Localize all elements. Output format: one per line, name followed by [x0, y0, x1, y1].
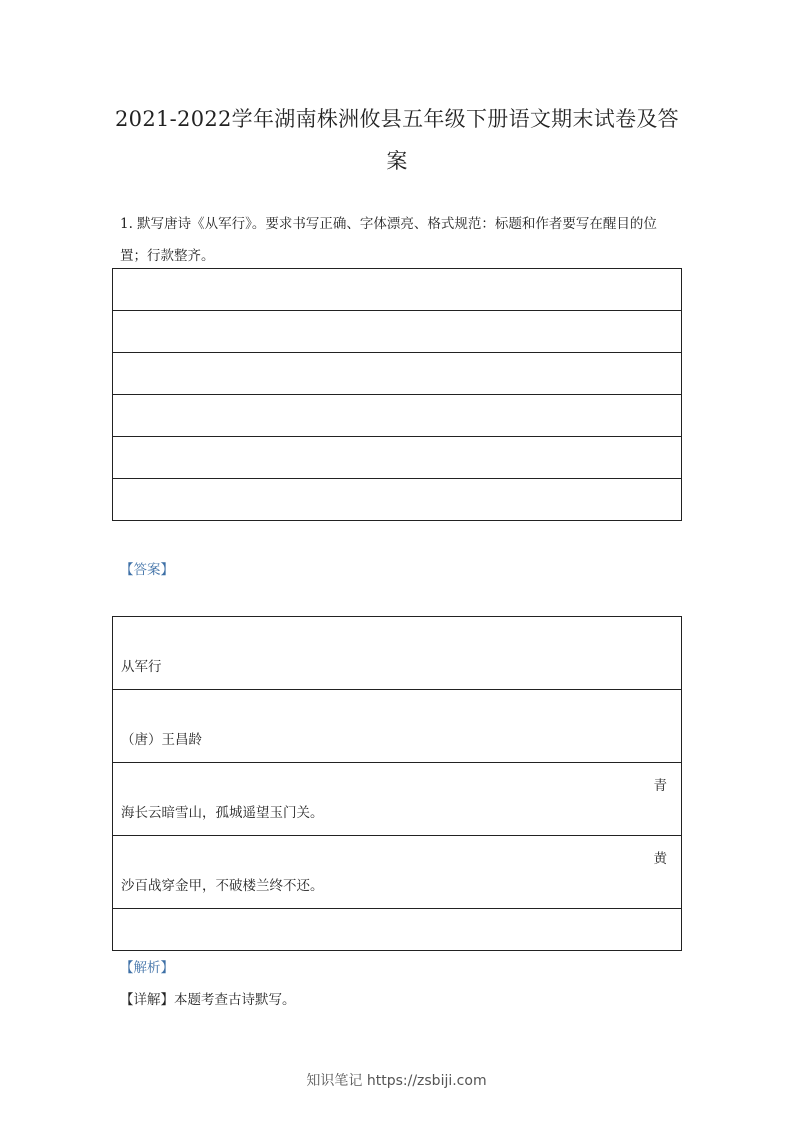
answer-row — [113, 763, 681, 836]
writing-row — [113, 353, 681, 395]
answer-row-empty — [113, 909, 681, 951]
detail-text: 【详解】本题考查古诗默写。 — [120, 992, 296, 1008]
writing-row — [113, 311, 681, 353]
poem-line: 海长云暗雪山，孤城遥望玉门关。 — [121, 805, 324, 821]
explanation-label: 【解析】 — [120, 960, 174, 976]
answer-row-right-char: 青 — [653, 778, 667, 794]
writing-row — [113, 437, 681, 479]
writing-row — [113, 479, 681, 521]
poem-author: （唐）王昌龄 — [121, 732, 202, 748]
poem-line: 沙百战穿金甲，不破楼兰终不还。 — [121, 878, 324, 894]
poem-title: 从军行 — [121, 659, 162, 675]
answer-row — [113, 690, 681, 763]
answer-row — [113, 617, 681, 690]
answer-row — [113, 836, 681, 909]
answer-table — [112, 616, 682, 951]
writing-grid — [112, 268, 682, 521]
answer-label: 【答案】 — [120, 562, 174, 578]
question-text: 1. 默写唐诗《从军行》。要求书写正确、字体漂亮、格式规范：标题和作者要写在醒目的位置；行款整齐。 — [120, 216, 657, 264]
writing-row — [113, 269, 681, 311]
answer-row-right-char: 黄 — [653, 851, 667, 867]
writing-row — [113, 395, 681, 437]
footer-watermark: 知识笔记 https://zsbiji.com — [306, 1073, 487, 1089]
page-title: 2021-2022学年湖南株洲攸县五年级下册语文期末试卷及答案 — [115, 107, 679, 173]
